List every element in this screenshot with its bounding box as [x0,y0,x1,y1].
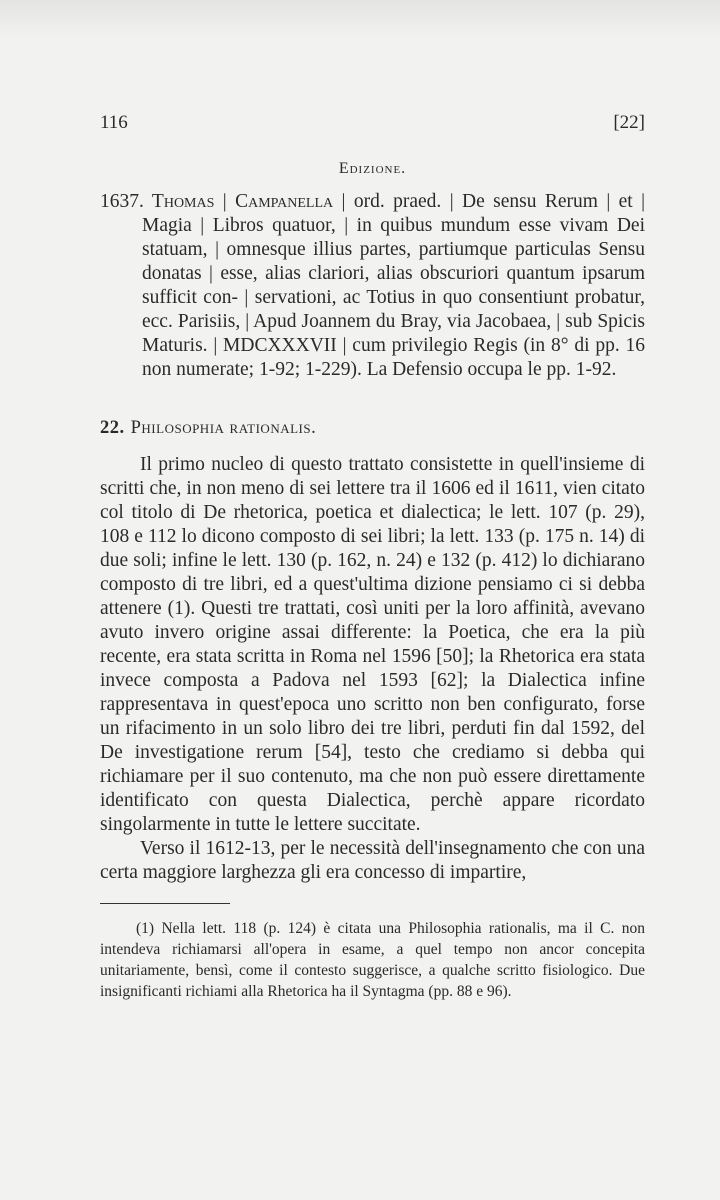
body-paragraph: Verso il 1612-13, per le necessità dell'insegnamento che con una certa maggiore larghezza gli era concesso di impartire, [100,838,645,883]
section-reference: [22] [613,112,645,133]
page-header [100,112,645,136]
entry-text: | ord. praed. | De sensu Rerum | et | Magia | Libros quatuor, | in quibus mundum esse vivam Dei statuam, | omnesque illius partes, partiumque particulas Sensu donatas | esse, alias clariori, alias obscuriori quantum ipsarum sufficit con- | servationi, ac Totius in quo consentiunt probatur, ecc. Parisiis, | Apud Joannem du Bray, via Jacobaea, | sub Spicis Maturis. | MDCXXXVII | cum privilegio Regis (in 8° di pp. 16 non numerate; 1-92; 1-229). La Defensio occupa le pp. 1-92. [142,191,645,380]
entry-lead: 1637. Thomas | Campanella [100,191,334,212]
footnote-rule [100,903,230,904]
page-content [100,160,645,1002]
bibliographic-entry [100,190,645,382]
section-number: 22. [100,418,125,438]
subheading: Edizione. [338,160,407,177]
page-shadow [0,0,720,40]
section-heading [100,418,645,439]
page-number: 116 [100,112,128,133]
body-paragraph: Il primo nucleo di questo trattato consistette in quell'insieme di scritti che, in non meno di sei lettere tra il 1606 ed il 1611, vien citato col titolo di De rhetorica, poetica et dialectica; le lett. 107 (p. 29), 108 e 112 lo dicono composto di sei libri; la lett. 133 (p. 175 n. 14) di due soli; infine le lett. 130 (p. 162, n. 24) e 132 (p. 412) lo dichiarano composto di tre libri, ed a quest'ultima dizione pensiamo ci si debba attenere (1). Questi tre trattati, così uniti per la loro affinità, avevano avuto invero origine assai differente: la Poetica, che era la più recente, era stata scritta in Roma nel 1596 [50]; la Rhetorica era stata invece composta a Padova nel 1593 [62]; la Dialectica infine rappresentava in quest'epoca uno scritto non ben configurato, forse un rifacimento in un solo libro dei tre libri, perduti fin dal 1592, del De investigatione rerum [54], testo che crediamo si debba qui richiamare per il suo contenuto, ma che non può essere direttamente identificato con questa Dialectica, perchè appare ricordato singolarmente in tutte le lettere succitate. [100,454,645,835]
footnote: (1) Nella lett. 118 (p. 124) è citata una Philosophia rationalis, ma il C. non intendeva richiamarsi all'opera in esame, a quel tempo non ancor concepita unitariamente, bensì, come il contesto suggerisce, a qualche scritto fisiologico. Due insignificanti richiami alla Rhetorica ha il Syntagma (pp. 88 e 96). [100,920,645,1000]
section-title: Philosophia rationalis. [130,418,317,438]
